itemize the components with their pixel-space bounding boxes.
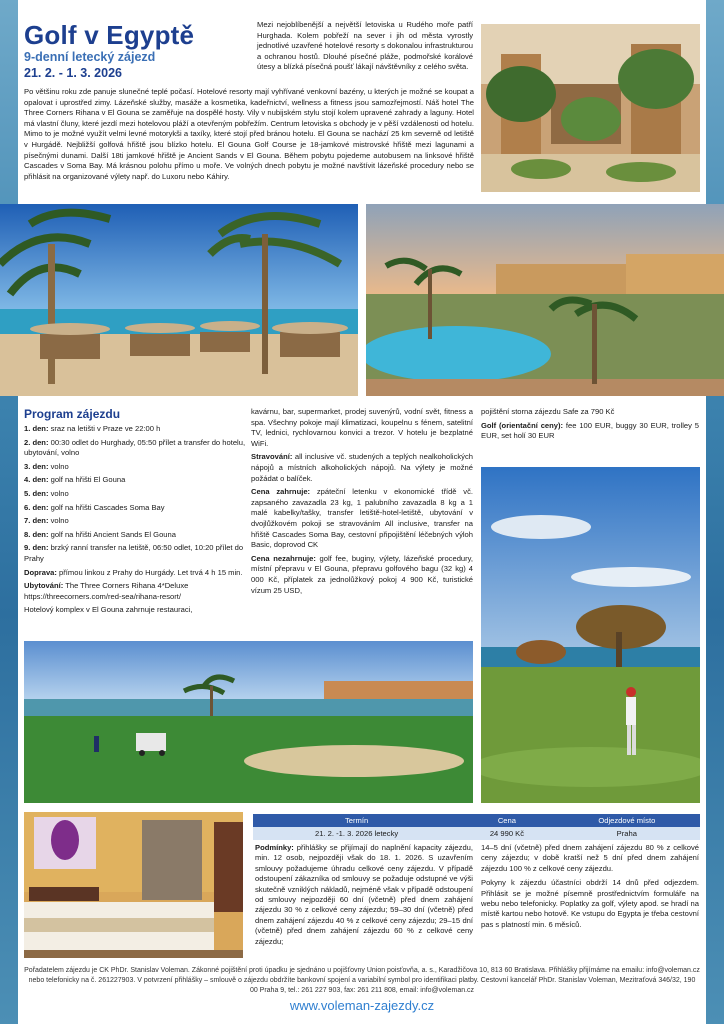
price-includes: Cena zahrnuje: zpáteční letenku v ekonomické třídě vč. zapsaného zavazadla 23 kg, 1 palubního zavazadla 8 kg a 1 malé kabelky/tašky, transfer letiště-hotel-letiště, ubytování v dvojlůžkovém pokoji se stravováním All inclusive, transfer na hřiště Cascades Soma Bay, cestovní připojištění léčebných výloh Basic, doprovod CK (251, 487, 473, 550)
cancellation-info: 14–5 dní (včetně) před dnem zahájení zájezdu 80 % z celkové ceny zájezdu; v době kratší než 5 dní před dnem zahájení zájezdu 100 % z celkové ceny zájezdu. (481, 843, 699, 873)
intro-paragraph-right: Mezi nejoblíbenější a největší letoviska u Rudého moře patří Hurghada. Kolem pobřeží na sever i jih od města vyrostly jednotlivé uzavřené hotelové resorty s dokonalou infrastrukturou a ochranou hostů. Dlouhé písečné pláže, podmořské korálové útesy a blízká písečná poušť lákají návštěvníky z celého světa. (257, 20, 473, 72)
price-excludes: Cena nezahrnuje: golf fee, buginy, výlety, lázeňské procedury, místní přepravu v El Gouna, přepravu golfového bagu (32 kg) 4 000 Kč, příplatek za jednolůžkový pokoj 4 900 Kč, turistické vízum 25 USD, (251, 553, 474, 595)
footer-legal: Pořadatelem zájezdu je CK PhDr. Stanislav Voleman. Zákonné pojištění proti úpadku je sjednáno u pojišťovny Union poisťovňa, a. s., Karadžičova 10, 813 60 Bratislava. Přihlášky přijímáme na emailu: info@voleman.cz nebo telefonicky na č. 261227903. V potvrzení přihlášky – smlouvě o zájezdu obdržíte bankovní spojení a variabilní symbol pro identifikaci platby. Cestovní kancelář PhDr. Stanislav Voleman, Mezitraťová 346/32, 190 00 Praha 9, tel.: 261 227 903, fax: 261 211 808, email: info@voleman.cz (24, 967, 700, 994)
program-day: 3. den: volno (24, 461, 69, 471)
lodging-info: Ubytování: The Three Corners Rihana 4*Deluxe https://threecorners.com/red-sea/rihana-resort/ (24, 581, 189, 601)
hotel-courtyard-photo (481, 24, 700, 192)
program-list (24, 424, 246, 619)
beach-palms-photo (0, 204, 358, 396)
hotel-description: Hotelový komplex v El Gouna zahrnuje restauraci, (24, 605, 193, 615)
cell-departure: Praha (554, 827, 700, 840)
program-day: 6. den: golf na hřišti Cascades Soma Bay (24, 502, 165, 512)
right-column-text (481, 407, 699, 445)
program-day: 5. den: volno (24, 488, 69, 498)
intro-paragraph: Po většinu roku zde panuje slunečné teplé počasí. Hotelové resorty mají vyhřívané venkovní bazény, u kterých je možné se koupat a opalovat i uprostřed zimy. Lázeňské služby, masáže a kosmetika, kadeřnictví, wellness a fitness jsou samozřejmostí. Náš hotel The Three Corners Rihana v El Gouna se zaměřuje na dospělé hosty. Vily v nubijském stylu stojí kolem upravené zahrady a laguny. Hotel má vlastní čluny, které jezdí mezi hotelovou pláží a otevřeným pobřežím. Centrum letoviska s obchody je v pěší vzdálenosti od hotelu. Mimo to je možné využít velmi levné motorykši a taxíky, které stojí před bránou hotelu. El Gouna se nachází 25 km severně od letiště v Hurgádě. Nejbližší golfová hřiště jsou blízko hotelu. El Gouna Golf Course je 18-jamkové mistrovské hřiště mezi lagunami a písečnými dunami. Další 18ti jamkové hřiště je Ancient Sands v El Gouna. Během pobytu pojedeme autobusem na linksové hřiště Cascades v Soma Bay. Má krásnou polohu přímo u moře. Ve volných dnech pobytu je možné navštívit lázeňské procedury nebo se přihlásit na organizované výlety např. do Luxoru nebo Káhiry. (24, 87, 474, 181)
page-title: Golf v Egyptě (24, 20, 195, 50)
insurance-info: pojištění storna zájezdu Safe za 790 Kč (481, 407, 615, 416)
hotel-room-photo (24, 812, 243, 958)
header-departure: Odjezdové místo (554, 814, 700, 827)
middle-column (251, 407, 473, 599)
program-heading: Program zájezdu (24, 407, 121, 421)
conditions-text: Podmínky: přihlášky se přijímají do naplnění kapacity zájezdu, min. 12 osob, nejpozději však do 18. 1. 2026. S uzavřením smlouvy požadujeme úhradu celkové ceny zájezdu. V případě odstoupení zákazníka od smlouvy se požaduje odstupné ve výši skutečně vzniklých nákladů, nejméně však v případě odstoupení od smlouvy nejpozději 60 dní (včetně) před dnem zahájení zájezdu 30 % z celkové ceny zájezdu; 59–30 dní (včetně) před dnem zahájení zájezdu 40 % z celkové ceny zájezdu; 29–15 dní (včetně) před dnem zahájení zájezdu 60 % z celkové ceny zájezdu; (255, 843, 473, 946)
golf-course-photo (24, 641, 473, 803)
cell-term: 21. 2. -1. 3. 2026 letecky (253, 827, 460, 840)
golfer-photo (481, 467, 700, 803)
header-price: Cena (460, 814, 553, 827)
conditions-text-cont (481, 843, 699, 934)
trip-dates: 21. 2. - 1. 3. 2026 (24, 66, 122, 80)
program-day: 4. den: golf na hřišti El Gouna (24, 475, 126, 485)
program-day: 8. den: golf na hřišti Ancient Sands El Gouna (24, 529, 176, 539)
table-header-row (253, 814, 700, 827)
hotel-description-cont: kavárnu, bar, supermarket, prodej suvenýrů, vodní svět, fitness a spa. Všechny pokoje mají klimatizaci, koupelnu s fénem, satelitní TV, lednici, rychlovarnou konvici a trezor. V hotelu je bezplatné WiFi. (251, 407, 473, 448)
program-day: 7. den: volno (24, 516, 69, 526)
golf-prices: Golf (orientační ceny): fee 100 EUR, buggy 30 EUR, trolley 5 EUR, set holí 30 EUR (481, 420, 699, 441)
header-term: Termín (253, 814, 460, 827)
page-subtitle: 9-denní letecký zájezd (24, 50, 156, 64)
website-link[interactable]: www.voleman-zajezdy.cz (289, 998, 435, 1013)
program-day: 1. den: sraz na letišti v Praze ve 22:00 h (24, 424, 161, 433)
table-row (253, 827, 700, 840)
instructions-info: Pokyny k zájezdu účastníci obdrží 14 dnů před odjezdem. Přihlásit se je možné písemně prostřednictvím formuláře na webu nebo telefonicky. Poplatky za golf, výlety apod. se hradí na místě kartou nebo hotově. Ke vstupu do Egypta je třeba cestovní pas s platností min. 6 měsíců. (481, 878, 699, 929)
board-info: Stravování: all inclusive vč. studených a teplých nealkoholických nápojů a místních alkoholických nápojů. Na výlety je možné požádat o balíček. (251, 452, 473, 483)
left-sea-border (0, 0, 18, 1024)
program-day: 9. den: brzký ranní transfer na letiště, 06:50 odlet, 10:20 přílet do Prahy (24, 543, 244, 563)
transport-info: Doprava: přímou linkou z Prahy do Hurgády. Let trvá 4 h 15 min. (24, 567, 243, 577)
price-table (253, 814, 700, 840)
resort-pool-photo (366, 204, 724, 396)
cell-price: 24 990 Kč (460, 827, 553, 840)
right-sea-border (706, 0, 724, 1024)
program-day: 2. den: 00:30 odlet do Hurghady, 05:50 přílet a transfer do hotelu, ubytování, volno (24, 437, 246, 458)
